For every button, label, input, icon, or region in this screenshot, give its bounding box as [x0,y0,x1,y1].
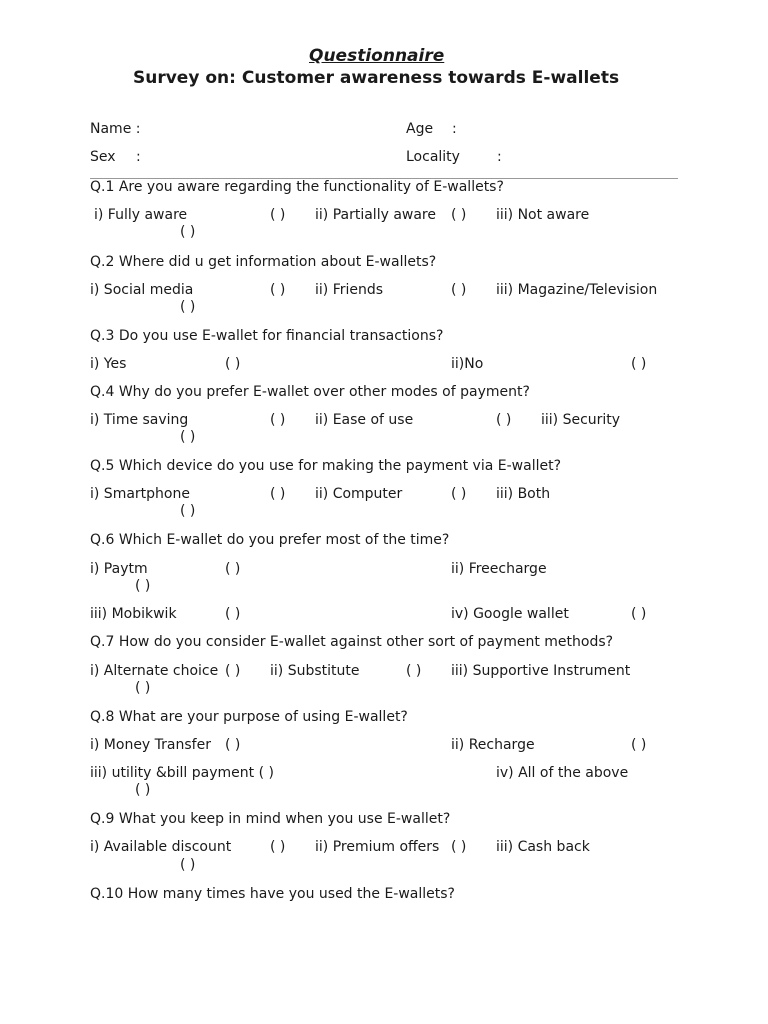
question-3: Q.3 Do you use E-wallet for financial transactions? [90,328,444,344]
q9-option-2-checkbox[interactable]: ( ) [451,839,467,855]
q9-option-1-checkbox[interactable]: ( ) [270,839,286,855]
q9-option-1: i) Available discount [90,839,232,855]
q8-option-2: ii) Recharge [451,737,535,753]
page-title: Questionnaire [309,46,445,66]
question-6: Q.6 Which E-wallet do you prefer most of the time? [90,532,450,548]
q1-option-1: i) Fully aware [94,207,188,223]
q5-option-1: i) Smartphone [90,486,190,502]
q4-option-3: iii) Security [541,412,621,428]
q3-option-1: i) Yes [90,356,127,372]
sex-field-label: Sex [90,149,116,165]
q8-option-1: i) Money Transfer [90,737,211,753]
q2-option-3: iii) Magazine/Television [496,282,658,298]
locality-field-label: Locality [406,149,460,165]
q7-option-3-checkbox[interactable]: ( ) [135,680,151,696]
q3-option-2: ii)No [451,356,484,372]
question-8: Q.8 What are your purpose of using E-wallet? [90,709,408,725]
q6-option-4-checkbox[interactable]: ( ) [631,606,647,622]
q6-option-1: i) Paytm [90,561,148,577]
q2-option-2-checkbox[interactable]: ( ) [451,282,467,298]
question-1: Q.1 Are you aware regarding the functionality of E-wallets? [90,179,504,195]
q5-option-2-checkbox[interactable]: ( ) [451,486,467,502]
q6-option-2: ii) Freecharge [451,561,547,577]
question-7: Q.7 How do you consider E-wallet against other sort of payment methods? [90,634,614,650]
q8-option-4-checkbox[interactable]: ( ) [135,782,151,798]
q9-option-2: ii) Premium offers [315,839,440,855]
question-9: Q.9 What you keep in mind when you use E-wallet? [90,811,451,827]
q7-option-3: iii) Supportive Instrument [451,663,631,679]
q9-option-3-checkbox[interactable]: ( ) [180,857,196,873]
q7-option-2: ii) Substitute [270,663,360,679]
q6-option-1-checkbox[interactable]: ( ) [225,561,241,577]
q6-option-2-checkbox[interactable]: ( ) [135,578,151,594]
q5-option-3-checkbox[interactable]: ( ) [180,503,196,519]
sex-colon: : [136,149,141,165]
q2-option-3-checkbox[interactable]: ( ) [180,299,196,315]
q5-option-3: iii) Both [496,486,551,502]
survey-subtitle: Survey on: Customer awareness towards E-wallets [133,68,620,88]
q9-option-3: iii) Cash back [496,839,590,855]
q6-option-4: iv) Google wallet [451,606,569,622]
question-4: Q.4 Why do you prefer E-wallet over other modes of payment? [90,384,530,400]
q1-option-1-checkbox[interactable]: ( ) [270,207,286,223]
name-field-label: Name : [90,121,141,137]
q2-option-2: ii) Friends [315,282,384,298]
q2-option-1: i) Social media [90,282,194,298]
q1-option-3: iii) Not aware [496,207,590,223]
q6-option-3: iii) Mobikwik [90,606,177,622]
q3-option-2-checkbox[interactable]: ( ) [631,356,647,372]
age-colon: : [452,121,457,137]
q8-option-1-checkbox[interactable]: ( ) [225,737,241,753]
age-field-label: Age [406,121,434,137]
q8-option-3: iii) utility &bill payment ( ) [90,765,274,781]
q4-option-2-checkbox[interactable]: ( ) [496,412,512,428]
q7-option-2-checkbox[interactable]: ( ) [406,663,422,679]
q7-option-1-checkbox[interactable]: ( ) [225,663,241,679]
q7-option-1: i) Alternate choice [90,663,219,679]
question-5: Q.5 Which device do you use for making the payment via E-wallet? [90,458,562,474]
q4-option-1: i) Time saving [90,412,189,428]
q2-option-1-checkbox[interactable]: ( ) [270,282,286,298]
q8-option-4: iv) All of the above [496,765,629,781]
q3-option-1-checkbox[interactable]: ( ) [225,356,241,372]
question-10: Q.10 How many times have you used the E-wallets? [90,886,455,902]
q4-option-3-checkbox[interactable]: ( ) [180,429,196,445]
locality-colon: : [497,149,502,165]
q5-option-1-checkbox[interactable]: ( ) [270,486,286,502]
q5-option-2: ii) Computer [315,486,403,502]
q4-option-1-checkbox[interactable]: ( ) [270,412,286,428]
q1-option-3-checkbox[interactable]: ( ) [180,224,196,240]
q1-option-2-checkbox[interactable]: ( ) [451,207,467,223]
q4-option-2: ii) Ease of use [315,412,414,428]
q8-option-2-checkbox[interactable]: ( ) [631,737,647,753]
q1-option-2: ii) Partially aware [315,207,436,223]
question-2: Q.2 Where did u get information about E-wallets? [90,254,437,270]
q6-option-3-checkbox[interactable]: ( ) [225,606,241,622]
